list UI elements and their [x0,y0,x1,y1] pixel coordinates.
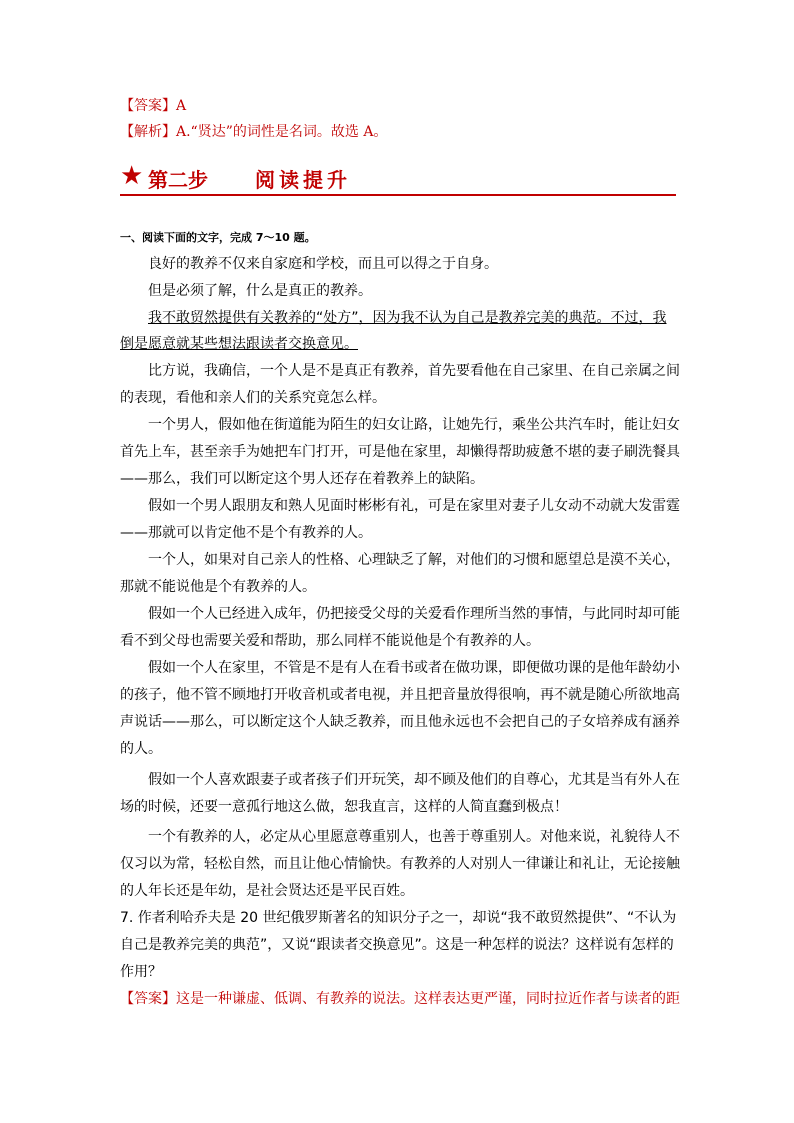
passage-line: 仅习以为常，轻松自然，而且让他心情愉快。有教养的人对别人一律谦让和礼让，无论接触 [120,856,680,872]
answer-value: A [176,98,187,114]
passage-line: 看不到父母也需要关爱和帮助，那么同样不能说他是个有教养的人。 [120,633,540,649]
passage-line: 的人年长还是年幼，是社会贤达还是平民百姓。 [120,883,414,899]
passage-line-underlined: 倒是愿意就某些想法跟读者交换意见。 [120,336,358,352]
passage-line: 假如一个人喜欢跟妻子或者孩子们开玩笑，却不顾及他们的自尊心，尤其是当有外人在 [148,772,680,788]
passage-line: 但是必须了解，什么是真正的教养。 [148,283,372,299]
analysis-label: 【解析】 [120,124,176,140]
passage-line: 一个人，如果对自己亲人的性格、心理缺乏了解，对他们的习惯和愿望总是漠不关心， [148,552,680,568]
answer-text: 这是一种谦虚、低调、有教养的说法。这样表达更严谨，同时拉近作者与读者的距 [176,991,680,1007]
analysis-text: A.“贤达”的词性是名词。故选 A。 [176,124,388,140]
passage-line: 假如一个人已经进入成年，仍把接受父母的关爱看作理所当然的事情，与此同时却可能 [148,606,680,622]
passage-line: 良好的教养不仅来自家庭和学校，而且可以得之于自身。 [148,256,498,272]
passage-line: 假如一个男人跟朋友和熟人见面时彬彬有礼，可是在家里对妻子儿女动不动就大发雷霆 [148,498,680,514]
passage-line: 的表现，看他和亲人们的关系究竟怎么样。 [120,390,386,406]
passage-line: ——那么，我们可以断定这个男人还存在着教养上的缺陷。 [120,471,484,487]
passage-line-underlined: 我不敢贸然提供有关教养的“处方”，因为我不认为自己是教养完美的典范。不过，我 [148,310,667,326]
passage-line: 一个有教养的人，必定从心里愿意尊重别人，也善于尊重别人。对他来说，礼貌待人不 [148,829,680,845]
passage-line: 声说话——那么，可以断定这个人缺乏教养，而且他永远也不会把自己的子女培养成有涵养 [120,714,680,730]
answer-7 [120,990,680,1008]
passage-line: 首先上车，甚至亲手为她把车门打开，可是他在家里，却懒得帮助疲惫不堪的妻子刷洗餐具 [120,444,680,460]
question-7-line: 自己是教养完美的典范”，又说“跟读者交换意见”。这是一种怎样的说法？这样说有怎样的 [120,937,674,953]
section-heading [120,161,676,194]
prev-answer [120,97,186,115]
section-title: 阅读提升 [255,168,351,192]
passage-line: 一个男人，假如他在街道能为陌生的妇女让路，让她先行，乘坐公共汽车时，能让妇女 [148,417,680,433]
passage-line: 那就不能说他是个有教养的人。 [120,579,316,595]
passage-line: 的人。 [120,741,162,757]
section-step: 第二步 [148,168,208,192]
question-7-line: 7. 作者利哈乔夫是 20 世纪俄罗斯著名的知识分子之一，却说“我不敢贸然提供”、“不认为 [120,910,677,926]
passage-line: ——那就可以肯定他不是个有教养的人。 [120,525,372,541]
prev-analysis [120,123,387,141]
answer-label: 【答案】 [120,991,176,1007]
question-7-line: 作用？ [120,964,162,980]
passage-line: 的孩子，他不管不顾地打开收音机或者电视，并且把音量放得很响，再不就是随心所欲地高 [120,687,680,703]
passage-line: 比方说，我确信，一个人是不是真正有教养，首先要看他在自己家里、在自己亲属之间 [148,363,680,379]
answer-label: 【答案】 [120,98,176,114]
section-divider [120,194,676,196]
passage-line: 场的时候，还要一意孤行地这么做，恕我直言，这样的人简直蠢到极点！ [120,799,568,815]
question-intro: 一、阅读下面的文字，完成 7～10 题。 [120,231,316,244]
star-icon: ★ [120,161,144,191]
passage-line: 假如一个人在家里，不管是不是有人在看书或者在做功课，即便做功课的是他年龄幼小 [148,660,680,676]
